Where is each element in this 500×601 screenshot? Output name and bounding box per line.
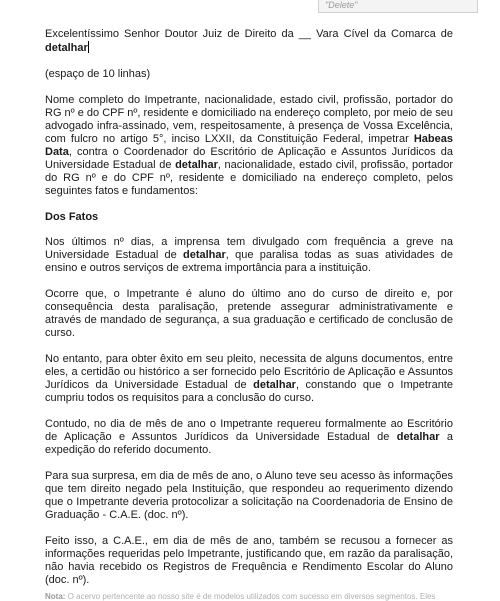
court-address: Excelentíssimo Senhor Doutor Juiz de Direito da __ Vara Cível da Comarca de detalhar xyxy=(45,28,453,54)
delete-tab[interactable]: "Delete" xyxy=(318,0,478,13)
paragraph-6: Feito isso, a C.A.E., em dia de mês de ano, também se recusou a fornecer as informações requeridas pelo Impetrante, justificando que, em razão da paralisação, não havia recebido os Registros de Frequência e Rendimento Escolar do Aluno (doc. nº). xyxy=(45,535,453,586)
text-cursor xyxy=(88,41,89,53)
paragraph-2: Ocorre que, o Impetrante é aluno do último ano do curso de direito e, por consequência desta paralisação, pretende assegurar administrativamente e através de mandado de segurança, a sua graduação e certificado de conclusão de curso. xyxy=(45,288,453,339)
paragraph-5: Para sua surpresa, em dia de mês de ano, o Aluno teve seu acesso às informações que tem direito negado pela Instituição, que respondeu ao requerimento dizendo que o Impetrante deveria protocolizar a solicitação na Coordenadoria de Ensino de Graduação - C.A.E. (doc. nº). xyxy=(45,470,453,521)
intro-paragraph: Nome completo do Impetrante, nacionalidade, estado civil, profissão, portador do RG nº e do CPF nº, residente e domiciliado na endereço completo, por meio de seu advogado infra-assinado, vem, respeitosamente, à presença de Vossa Excelência, com fulcro no artigo 5°, inciso LXXII, da Constituição Federal, impetrar Habeas Data, contra o Coordenador do Escritório de Aplicação e Assuntos Jurídicos da Universidade Estadual de detalhar, nacionalidade, estado civil, profissão, portador do RG nº e do CPF nº, residente e domiciliado na endereço completo, pelos seguintes fatos e fundamentos: xyxy=(45,94,453,197)
footnote: Nota: O acervo pertencente ao nosso site é de modelos utilizados com sucesso em diversos segmentos. Eles xyxy=(45,592,436,601)
placeholder-detalhar: detalhar xyxy=(45,42,88,54)
document-body xyxy=(45,28,453,600)
paragraph-4: Contudo, no dia de mês de ano o Impetrante requereu formalmente ao Escritório de Aplicação e Assuntos Jurídicos da Universidade Estadual de detalhar a expedição do referido documento. xyxy=(45,418,453,456)
spacing-note: (espaço de 10 linhas) xyxy=(45,68,151,80)
paragraph-3: No entanto, para obter êxito em seu pleito, necessita de alguns documentos, entre eles, a certidão ou histórico a ser fornecido pelo Escritório de Aplicação e Assuntos Jurídicos da Universidade Estadual de detalhar, constando que o Impetrante cumpriu todos os requisitos para a conclusão do curso. xyxy=(45,353,453,404)
section-title: Dos Fatos xyxy=(45,211,99,223)
paragraph-1: Nos últimos nº dias, a imprensa tem divulgado com frequência a greve na Universidade Estadual de detalhar, que paralisa todas as suas atividades de ensino e outros serviços de extrema importância para a instituição. xyxy=(45,236,453,274)
